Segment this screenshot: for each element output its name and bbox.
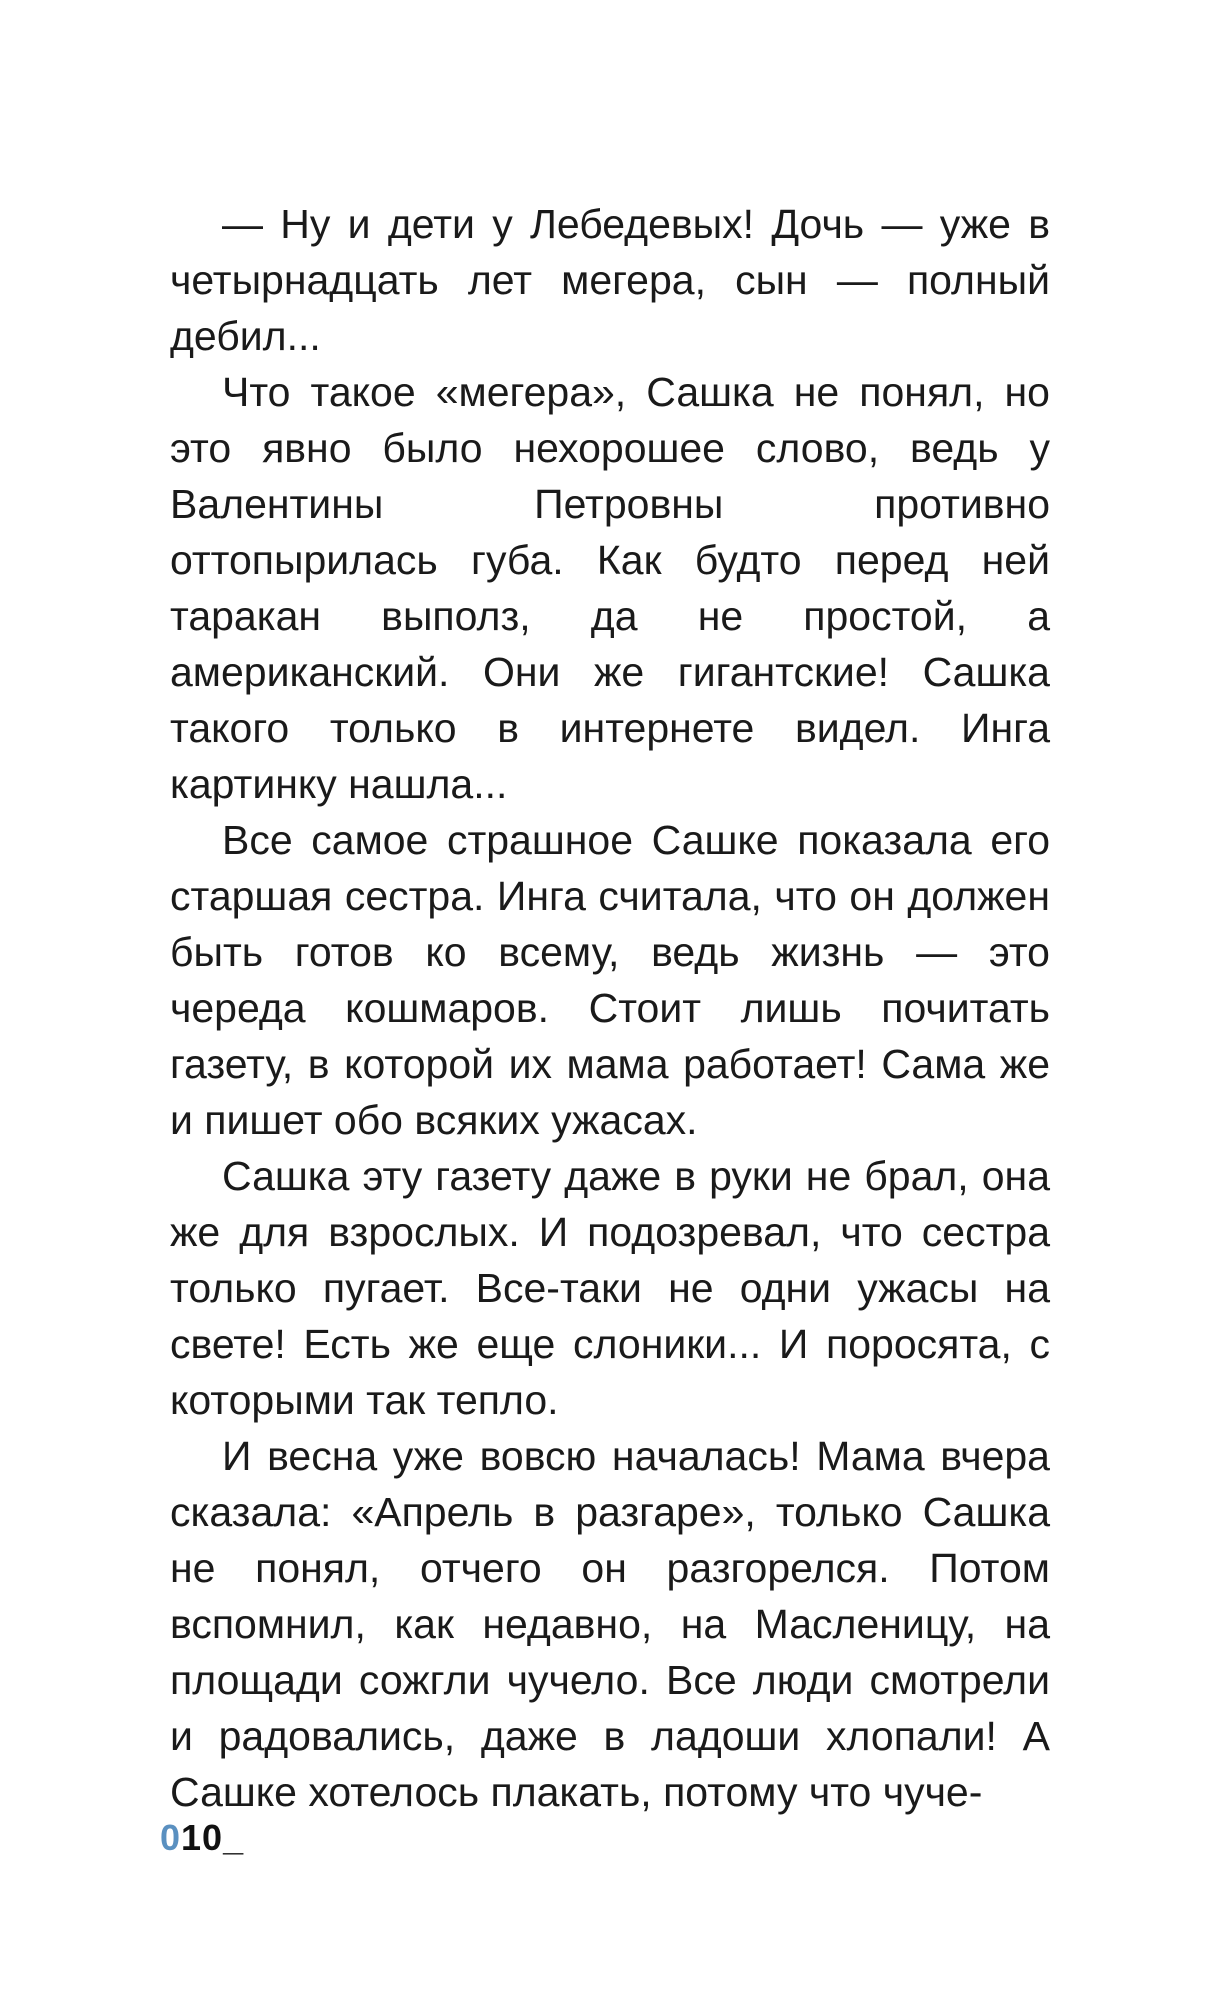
body-text bbox=[170, 196, 1050, 1820]
paragraph-2: Что такое «мегера», Сашка не понял, но это явно было нехорошее слово, ведь у Валентины Петровны противно оттопырилась губа. Как будто перед ней таракан выполз, да не простой, а американский. Они же гигантские! Сашка такого только в интернете видел. Инга картинку нашла... bbox=[170, 369, 1050, 807]
paragraph-1: — Ну и дети у Лебедевых! Дочь — уже в четырнадцать лет мегера, сын — полный дебил... bbox=[170, 201, 1050, 359]
paragraph-4: Сашка эту газету даже в руки не брал, она же для взрослых. И подозревал, что сестра только пугает. Все-таки не одни ужасы на свете! Есть же еще слоники... И поросята, с которыми так тепло. bbox=[170, 1153, 1050, 1423]
page-number bbox=[160, 1818, 244, 1858]
page-number-suffix: _ bbox=[223, 1817, 245, 1858]
paragraph-3: Все самое страшное Сашке показала его старшая сестра. Инга считала, что он должен быть готов ко всему, ведь жизнь — это череда кошмаров. Стоит лишь почитать газету, в которой их мама работает! Сама же и пишет обо всяких ужасах. bbox=[170, 817, 1050, 1143]
page-number-value: 10 bbox=[181, 1817, 224, 1858]
page-number-prefix: 0 bbox=[160, 1817, 182, 1858]
paragraph-5: И весна уже вовсю началась! Мама вчера сказала: «Апрель в разгаре», только Сашка не понял, отчего он разгорелся. Потом вспомнил, как недавно, на Масленицу, на площади сожгли чучело. Все люди смотрели и радовались, даже в ладоши хлопали! А Сашке хотелось плакать, потому что чуче- bbox=[170, 1433, 1050, 1815]
